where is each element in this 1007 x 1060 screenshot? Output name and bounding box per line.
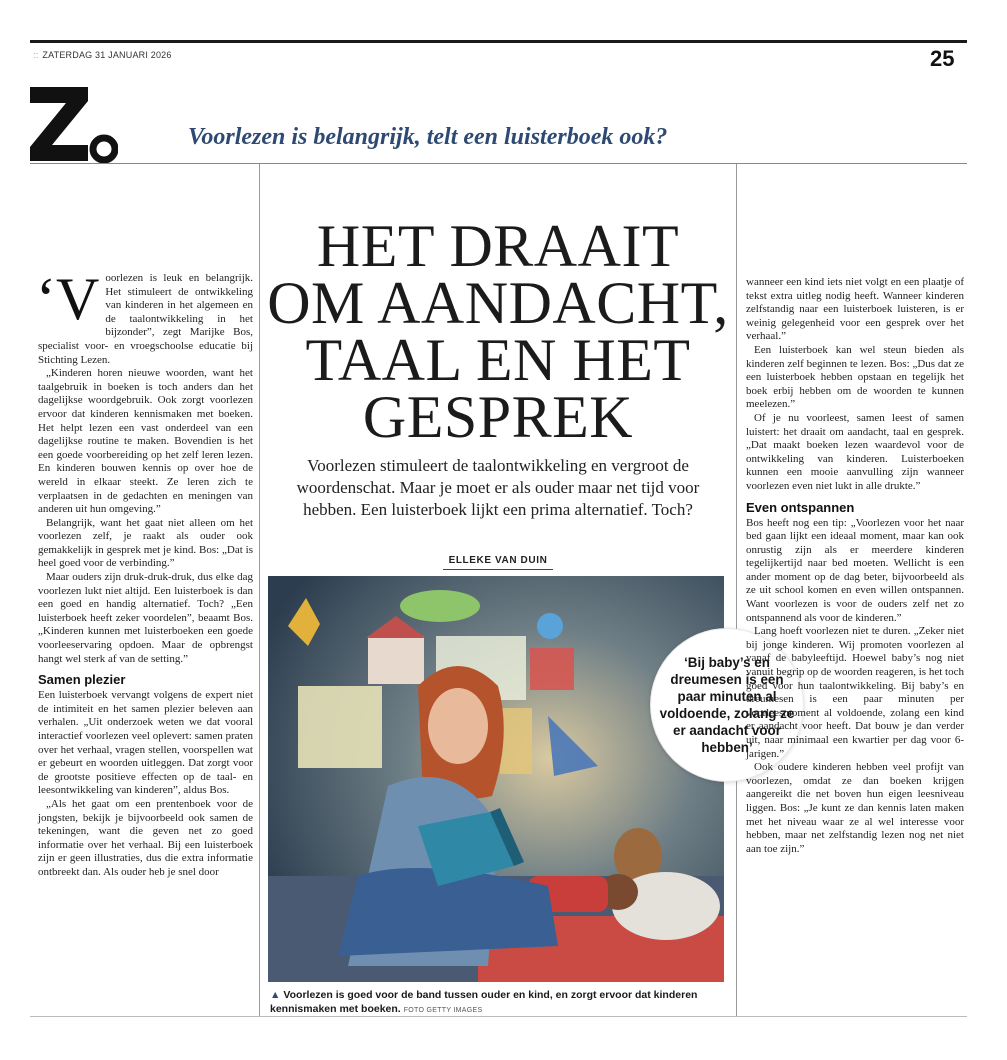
kicker-rule [30, 163, 967, 164]
left-subhead: Samen plezier [38, 672, 126, 688]
bottom-rule [30, 1016, 967, 1017]
right-subhead: Even ontspannen [746, 499, 855, 515]
left-column [36, 266, 253, 880]
caption-text: Voorlezen is goed voor de band tussen ouder en kind, en zorgt ervoor dat kinderen kennismaken met boeken. [270, 989, 698, 1015]
left-paragraph: Belangrijk, want het gaat niet alleen om het voorlezen zelf, je raakt als ouder ook gemakkelijk in gesprek met je kind. Bos: „Dat is heel goed voor de verbinding.” [38, 516, 253, 570]
pull-quote-text: ‘Bij baby’s en dreumesen is een paar minuten al voldoende, zolang ze er aandacht voor hebben’ [659, 655, 795, 755]
author-name: ELLEKE VAN DUIN [443, 555, 554, 570]
right-paragraph: wanneer een kind iets niet volgt en een plaatje of tekst extra uitleg nodig heeft. Wanneer kinderen zelfstandig naar een luisterboek luisteren, is er weinig gelegenheid voor een gesprek over het verhaal.” [746, 276, 964, 343]
kicker-title: Voorlezen is belangrijk, telt een luisterboek ook? [188, 124, 668, 150]
left-paragraph: „Kinderen horen nieuwe woorden, want het taalgebruik in boeken is toch anders dan het dagelijkse woordgebruik. Ook zorgt voorlezen ervoor dat kinderen kennismaken met boeken. Het helpt lezen een vast onderdeel van een dagelijkse routine te maken. Bovendien is het een goede voorbereiding op het zelf leren lezen. En kinderen bouwen kennis op over hoe de wereld in elkaar steekt. Ze leren zich te verplaatsen in de gedachten en meningen van anderen uit hun omgeving.” [38, 367, 253, 516]
photo-caption [270, 988, 730, 1018]
right-paragraph: Ook oudere kinderen hebben veel profijt van voorlezen, omdat ze dan boeken krijgen aangereikt die net boven hun eigen leesniveau liggen. Bos: „Je kunt ze dan kennis laten maken met het niveau waar ze al wel interesse voor hebben, maar net zelfstandig lezen nog net niet aan toe zijn.” [746, 761, 964, 855]
left-paragraph: Maar ouders zijn druk-druk-druk, dus elke dag voorlezen lukt niet altijd. Een luisterboek is dan een goed en handig alternatief. Toch? „Een luisterboek heeft zeker voordelen”, beaamt Bos. „Kinderen kunnen met luisterboeken een goede voorleeservaring opdoen. Maar de opbrengst hangt wel sterk af van de setting.” [38, 571, 253, 665]
photo-credit: FOTO GETTY IMAGES [403, 1007, 483, 1014]
dropcap: ‘V [36, 266, 100, 332]
zo-section-logo [30, 87, 118, 167]
headline: HET DRAAIT OM AANDACHT, TAAL EN HET GESPREK [267, 213, 729, 450]
left-paragraph: Een luisterboek vervangt volgens de expert niet de intimiteit en het samen plezier beleven aan verhalen. „Uit onderzoek weten we dat vooral interactief voorlezen veel oplevert: samen praten over het verhaal, vragen stellen, voorspellen wat er gebeurt en woorden uitleggen. Dat zorgt voor de grootste positieve effecten op de taal- en leesontwikkeling van kinderen”, aldus Bos. [38, 689, 253, 797]
right-paragraph: Bos heeft nog een tip: „Voorlezen voor het naar bed gaan lijkt een ideaal moment, maar kan ook onrustig zijn als er meerdere kinderen tegelijkertijd naar bed moeten. Wellicht is een ander moment op de dag beter, bijvoorbeeld als ze uit school komen en even willen ontspannen. Want voorlezen is voor de ouders zelf net zo ontspannend als voor de kinderen.” [746, 516, 964, 624]
caption-triangle-icon: ▲ [270, 989, 281, 1001]
left-paragraph: ‘Voorlezen is leuk en belangrijk. Het stimuleert de ontwikkeling van kinderen in het algemeen en de taalontwikkeling in het bijzonder”, zegt Marijke Bos, specialist voor- en vroegschoolse educatie bij Stichting Lezen. [36, 266, 253, 366]
right-paragraph: Of je nu voorleest, samen leest of samen luistert: het draait om aandacht, taal en gesprek. „Dat maakt boeken lezen waardevol voor de ontwikkeling van kinderen. Luisterboeken kunnen een mooie aanvulling zijn wanneer voorlezen even niet lukt in alle drukte.” [746, 411, 964, 492]
right-paragraph: Lang hoeft voorlezen niet te duren. „Zeker niet bij jonge kinderen. Wij promoten voorlezen al vanaf de babyleeftijd. Hoewel baby’s nog niet vanuit begrip op de woorden reageren, is het toch goed voor hun taalontwikkeling. Bij baby’s en dreumesen is een paar minuten per voorleesmoment al voldoende, zolang een kind er aandacht voor heeft. Dat bouw je dan verder uit, naar minimaal een kwartier per dag voor 6-jarigen.” [746, 625, 964, 760]
article-photo [268, 576, 724, 982]
intro: Voorlezen stimuleert de taalontwikkeling en vergroot de woordenschat. Maar je moet er als ouder maar net tijd voor hebben. Een luisterboek lijkt een prima alternatief. Toch? [296, 456, 700, 519]
date-text: ZATERDAG 31 JANUARI 2026 [42, 50, 172, 60]
page-number: 25 [930, 46, 955, 71]
dateline: :: ZATERDAG 31 JANUARI 2026 [33, 50, 172, 60]
column-rule-right [736, 164, 737, 1016]
right-column [746, 276, 964, 856]
column-rule-left [259, 164, 260, 1016]
right-paragraph: Een luisterboek kan wel steun bieden als kinderen zelf beginnen te lezen. Bos: „Dus dat ze een luisterboek hebben opstaan en tegelijk het boek erbij hebben om de woorden te kunnen meelezen.” [746, 343, 964, 411]
left-paragraph: „Als het gaat om een prentenboek voor de jongsten, bekijk je bijvoorbeeld ook samen de tekeningen, want die geven net zo goed informatie over het verhaal. Bij een luisterboek zijn er geen illustraties, dus die extra informatie ontbreekt dan. Als ouder heb je snel door [38, 797, 253, 878]
byline [262, 550, 734, 568]
top-rule [30, 40, 967, 43]
